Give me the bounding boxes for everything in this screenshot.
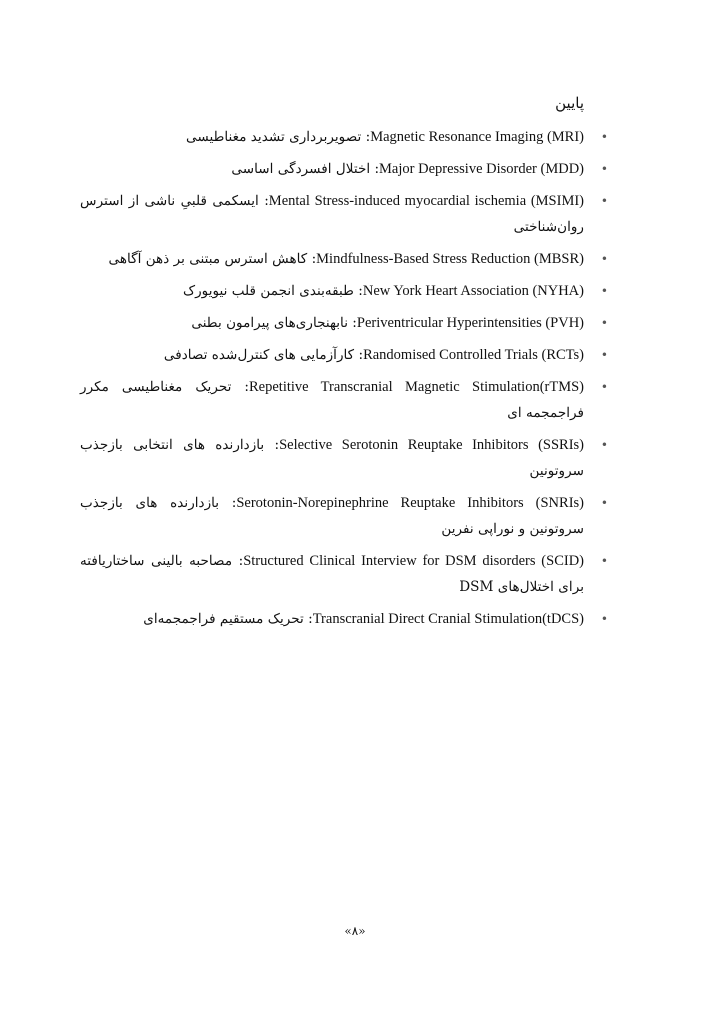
definition-text: طبقه‌بندی انجمن قلب نیویورک <box>182 283 354 299</box>
term-text: Periventricular Hyperintensities (PVH) <box>356 315 584 331</box>
list-item: • Repetitive Transcranial Magnetic Stimulation(rTMS): تحریک مغناطیسی مکرر فراجمجمه ای <box>80 374 610 426</box>
list-item: • Mental Stress-induced myocardial ischemia (MSIMI): ایسکمی قلبیِ ناشی از استرس روان‌شناختی <box>80 188 610 240</box>
list-item: • Magnetic Resonance Imaging (MRI): تصویربرداری تشدید مغناطیسی <box>80 124 610 150</box>
bullet-icon: • <box>600 194 608 208</box>
definition-text: نابهنجاری‌های پیرامون بطنی <box>191 315 348 331</box>
glossary-list <box>80 124 610 638</box>
bullet-icon: • <box>600 554 608 568</box>
term-text: Magnetic Resonance Imaging (MRI) <box>370 129 584 145</box>
bullet-icon: • <box>600 438 608 452</box>
term-text: Mindfulness-Based Stress Reduction (MBSR) <box>316 251 584 267</box>
bullet-icon: • <box>600 380 608 394</box>
bullet-icon: • <box>600 162 608 176</box>
definition-text: تحریک مستقیم فراجمجمه‌ای <box>143 611 304 627</box>
list-item: • Periventricular Hyperintensities (PVH): نابهنجاری‌های پیرامون بطنی <box>80 310 610 336</box>
term-text: Structured Clinical Interview for DSM disorders (SCID) <box>243 553 584 569</box>
bullet-icon: • <box>600 348 608 362</box>
bullet-icon: • <box>600 316 608 330</box>
term-text: Serotonin-Norepinephrine Reuptake Inhibitors (SNRIs) <box>236 495 584 511</box>
section-heading: پایین <box>555 94 584 112</box>
definition-text: ایسکمی قلبیِ ناشی از استرس روان‌شناختی <box>80 193 584 235</box>
term-text: Major Depressive Disorder (MDD) <box>379 161 584 177</box>
definition-text: مصاحبه بالینی ساختاریافته برای اختلال‌های DSM <box>80 553 584 595</box>
definition-text: کاهش استرس مبتنی بر ذهن آگاهی <box>108 251 308 267</box>
term-text: Randomised Controlled Trials (RCTs) <box>363 347 584 363</box>
bullet-icon: • <box>600 252 608 266</box>
list-item: • Serotonin-Norepinephrine Reuptake Inhibitors (SNRIs): بازدارنده های بازجذب سروتونین و نوراپی نفرین <box>80 490 610 542</box>
list-item: • Transcranial Direct Cranial Stimulation(tDCS): تحریک مستقیم فراجمجمه‌ای <box>80 606 610 632</box>
term-text: Selective Serotonin Reuptake Inhibitors (SSRIs) <box>279 437 584 453</box>
list-item: • New York Heart Association (NYHA): طبقه‌بندی انجمن قلب نیویورک <box>80 278 610 304</box>
definition-text: تحریک مغناطیسی مکرر فراجمجمه ای <box>80 379 584 421</box>
bullet-icon: • <box>600 612 608 626</box>
definition-text: اختلال افسردگی اساسی <box>231 161 371 177</box>
term-text: New York Heart Association (NYHA) <box>362 283 584 299</box>
definition-text: بازدارنده های بازجذب سروتونین و نوراپی نفرین <box>80 495 584 537</box>
list-item: • Randomised Controlled Trials (RCTs): کارآزمایی های کنترل‌شده تصادفی <box>80 342 610 368</box>
list-item: • Major Depressive Disorder (MDD): اختلال افسردگی اساسی <box>80 156 610 182</box>
list-item: • Structured Clinical Interview for DSM disorders (SCID): مصاحبه بالینی ساختاریافته برای اختلال‌های DSM <box>80 548 610 600</box>
page-number: «۸» <box>344 924 366 938</box>
bullet-icon: • <box>600 496 608 510</box>
term-text: Repetitive Transcranial Magnetic Stimulation(rTMS) <box>249 379 584 395</box>
term-text: Transcranial Direct Cranial Stimulation(tDCS) <box>312 611 584 627</box>
bullet-icon: • <box>600 130 608 144</box>
definition-text: بازدارنده های انتخابی بازجذب سروتونین <box>80 437 584 479</box>
list-item: • Mindfulness-Based Stress Reduction (MBSR): کاهش استرس مبتنی بر ذهن آگاهی <box>80 246 610 272</box>
list-item: • Selective Serotonin Reuptake Inhibitors (SSRIs): بازدارنده های انتخابی بازجذب سروتونین <box>80 432 610 484</box>
definition-text: کارآزمایی های کنترل‌شده تصادفی <box>163 347 355 363</box>
definition-text: تصویربرداری تشدید مغناطیسی <box>186 129 362 145</box>
term-text: Mental Stress-induced myocardial ischemia (MSIMI) <box>268 193 585 209</box>
bullet-icon: • <box>600 284 608 298</box>
